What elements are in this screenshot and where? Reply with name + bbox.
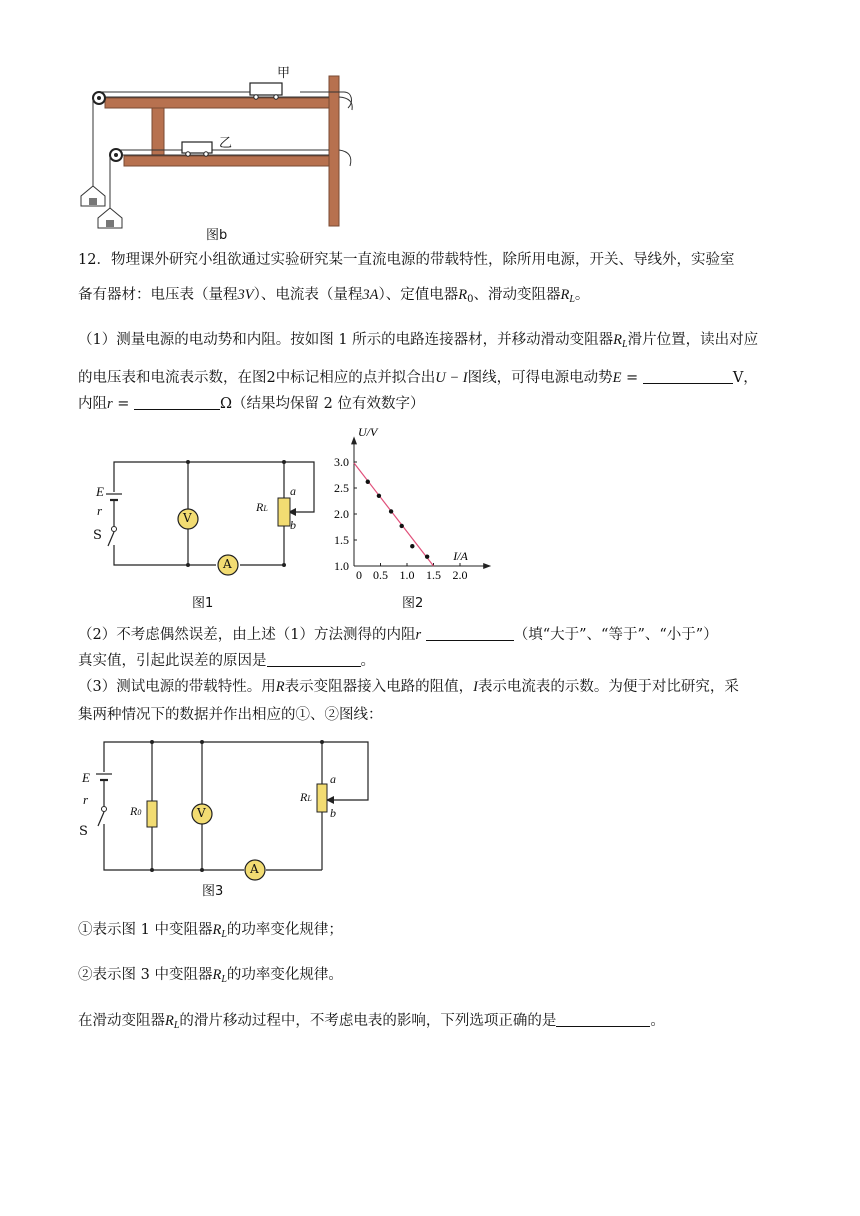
q12-line2: 备有器材：电压表（量程3V）、电流表（量程3A）、定值电器$R_0$、滑动变阻器$R_L$。 (78, 287, 590, 305)
circuit-figure-1 (88, 450, 328, 610)
part2-line1: （2）不考虑偶然误差，由上述（1）方法测得的内阻r （填“大于”、“等于”、“小于”） (78, 627, 718, 643)
c1-label-e: E (96, 484, 104, 499)
x-tick-label: 0 (356, 568, 362, 582)
x-tick-label: 2.0 (452, 568, 468, 582)
c3-label-b: b (330, 806, 336, 820)
x-axis-arrow (483, 563, 491, 569)
c1-label-rl: RL (256, 500, 268, 514)
part3-line2: 集两种情况下的数据并作出相应的①、②图线： (78, 707, 383, 723)
y-axis-label: U/V (358, 425, 378, 439)
part1-line2: 的电压表和电流表示数，在图2中标记相应的点并拟合出U − I图线，可得电源电动势E = V， (78, 370, 758, 386)
c3-label-r: r (83, 792, 89, 807)
u-i-graph (322, 424, 507, 584)
data-point (400, 524, 404, 528)
c1-label-s: S (93, 528, 102, 543)
figure-3-caption: 图3 (202, 884, 224, 899)
y-axis-arrow (351, 436, 357, 444)
c1-voltmeter-label: V (183, 511, 192, 525)
c3-label-e: E (82, 770, 90, 785)
curve2-description: ②表示图 3 中变阻器$R_L$的功率变化规律。 (78, 967, 343, 985)
q12-line1: 12．物理课外研究小组欲通过实验研究某一直流电源的带载特性，除所用电源，开关、导线外，实验室 (78, 252, 735, 268)
x-tick-label: 0.5 (373, 568, 388, 582)
emf-answer-blank[interactable] (643, 369, 733, 384)
part1-line3: 内阻r = Ω（结果均保留 2 位有效数字） (78, 396, 425, 412)
fit-line (354, 463, 434, 566)
y-tick-label: 3.0 (334, 455, 349, 469)
rl-symbol: R (560, 287, 570, 303)
r0-symbol: R (458, 287, 468, 303)
data-point (389, 509, 393, 513)
part2-line2: 真实值，引起此误差的原因是 。 (78, 653, 375, 669)
compare-answer-blank[interactable] (426, 626, 514, 641)
y-tick-label: 1.5 (334, 533, 349, 547)
y-tick-label: 2.0 (334, 507, 349, 521)
c3-label-s: S (79, 824, 88, 839)
data-point (377, 494, 381, 498)
cart-jia-label: 甲 (277, 66, 291, 81)
final-question: 在滑动变阻器$R_L$的滑片移动过程中，不考虑电表的影响，下列选项正确的是 。 (78, 1013, 665, 1031)
figure-b (72, 62, 372, 247)
c1-ammeter-label: A (223, 557, 232, 571)
c3-ammeter-label: A (250, 862, 259, 876)
y-tick-label: 2.5 (334, 481, 349, 495)
data-point (425, 554, 429, 558)
internal-resistance-answer-blank[interactable] (134, 395, 220, 410)
figure-2-caption: 图2 (402, 596, 424, 611)
c3-voltmeter-label: V (197, 806, 206, 820)
reason-answer-blank[interactable] (267, 652, 361, 667)
cart-yi-label: 乙 (219, 136, 233, 151)
circuit-figure-3 (76, 732, 376, 902)
data-point (410, 544, 414, 548)
c1-label-b: b (290, 518, 296, 532)
curve1-description: ①表示图 1 中变阻器$R_L$的功率变化规律； (78, 922, 343, 940)
c3-label-r0: R0 (130, 804, 142, 818)
data-point (366, 480, 370, 484)
x-tick-label: 1.5 (426, 568, 441, 582)
c3-label-rl: RL (300, 790, 312, 804)
x-axis-label: I/A (453, 549, 468, 563)
y-tick-label: 1.0 (334, 559, 349, 573)
figure-2-chart (322, 424, 507, 614)
part1-line1: （1）测量电源的电动势和内阻。按如图 1 所示的电路连接器材，并移动滑动变阻器$R_L$滑片位置，读出对应 (78, 332, 759, 350)
x-tick-label: 1.0 (399, 568, 415, 582)
c1-label-r: r (97, 503, 103, 518)
figure-b-caption: 图b (206, 228, 228, 243)
c3-label-a: a (330, 772, 336, 786)
figure-1-caption: 图1 (192, 596, 214, 611)
part3-line1: （3）测试电源的带载特性。用R表示变阻器接入电路的阻值，I表示电流表的示数。为便于对比研究，采 (78, 679, 739, 695)
final-answer-blank[interactable] (556, 1012, 650, 1027)
c1-label-a: a (290, 484, 296, 498)
pulley-apparatus-diagram (72, 62, 372, 247)
